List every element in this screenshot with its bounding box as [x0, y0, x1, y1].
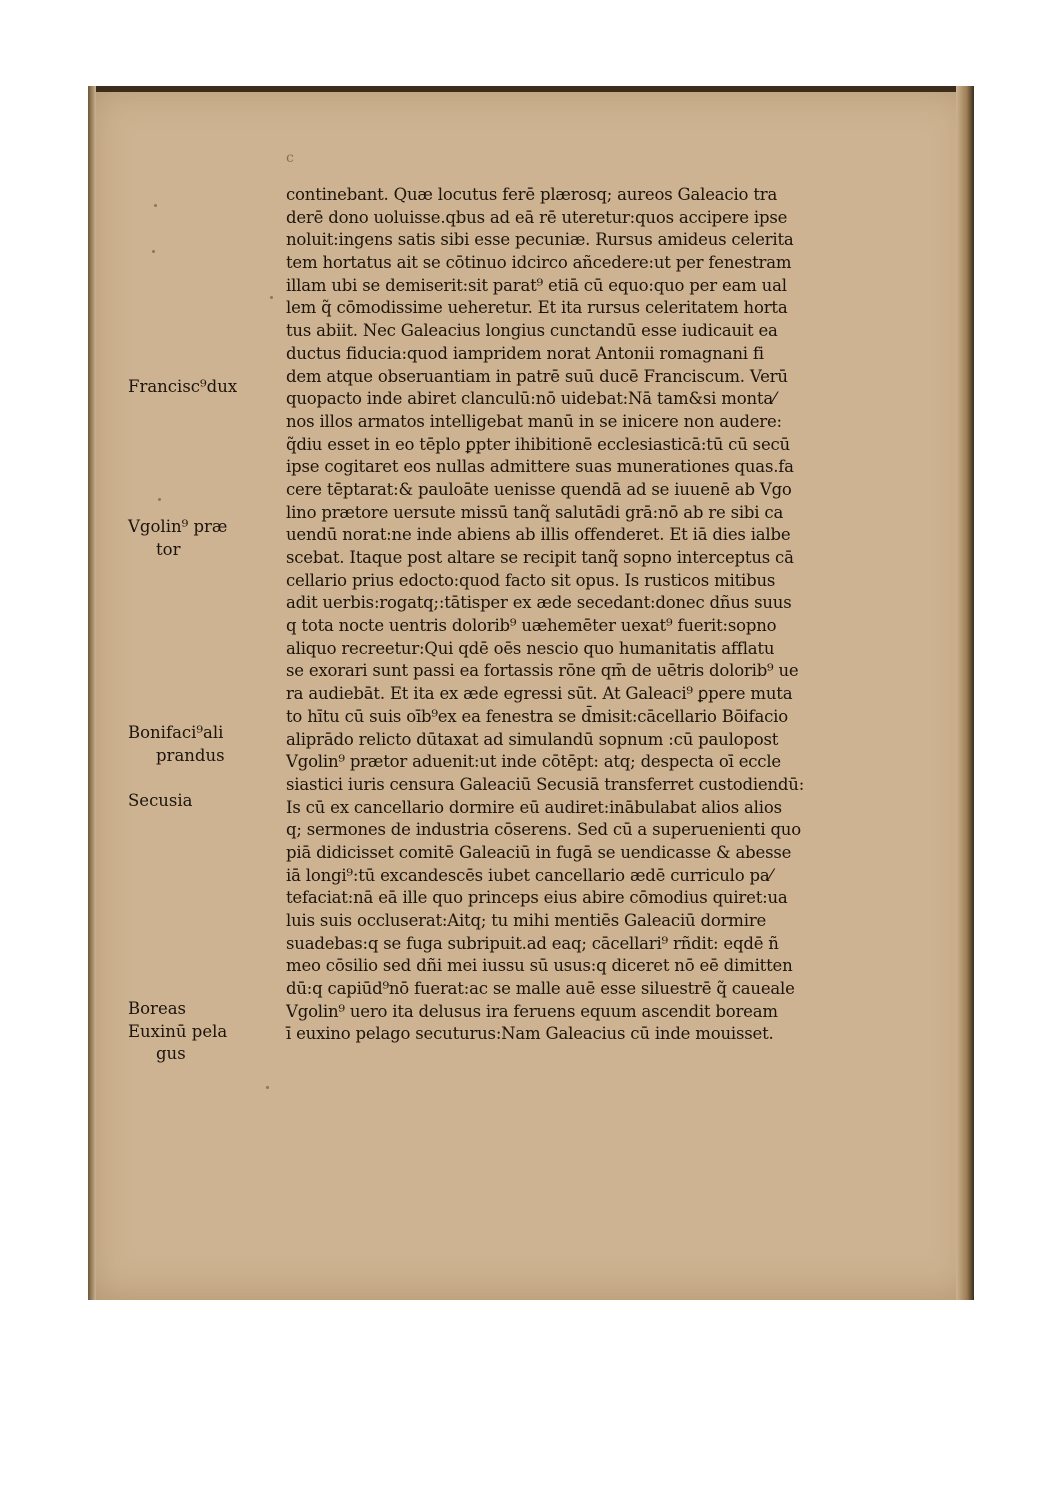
text-line: aliprādo relicto dūtaxat ad simulandū sopnum :cū paulopost: [286, 729, 779, 749]
text-line: Vgolin⁹ uero ita delusus ira feruens equum ascendit boream: [286, 1001, 778, 1021]
marginal-note-bonifacius: [128, 722, 278, 767]
text-line: ductus fiducia:quod iampridem norat Antonii romagnani fi: [286, 343, 764, 363]
text-line: q; sermones de industria cōserens. Sed cū a superuenienti quo: [286, 820, 801, 840]
text-line: Is cū ex cancellario dormire eū audiret:inābulabat alios alios: [286, 797, 782, 817]
text-line: luis suis occluserat:Aitq; tu mihi mentiēs Galeaciū dormire: [286, 911, 767, 930]
text-line: meo cōsilio sed dñi mei iussu sū usus:q diceret nō eē dimitten: [286, 956, 793, 976]
text-line: illam ubi se demiserit:sit parat⁹ etiā cū equo:quo per eam ual: [286, 275, 787, 295]
body-text: [286, 184, 894, 1046]
marginal-note-line: prandus: [156, 745, 225, 765]
marginal-note-line: tor: [156, 539, 181, 559]
text-line: scebat. Itaque post altare se recipit tanq̃ sopno interceptus cā: [286, 548, 794, 567]
text-line: cellario prius edocto:quod facto sit opus. Is rusticos mitibus: [286, 570, 776, 590]
marginal-note-secusia: [128, 790, 278, 813]
marginal-notes: [128, 86, 278, 1300]
text-line: suadebas:q se fuga subripuit.ad eaq; cācellari⁹ rñdit: eqdē ñ: [286, 933, 779, 953]
marginal-note-line: Euxinū pela: [128, 1021, 228, 1041]
page-scan: [88, 86, 974, 1300]
text-line: lino prætore uersute missū tanq̃ salutādi grā:nō ab re sibi ca: [286, 502, 784, 522]
marginal-note-line: Bonifaci⁹ali: [128, 723, 224, 742]
marginal-note-line: Francisc⁹dux: [128, 377, 238, 396]
text-line: tefaciat:nā eā ille quo princeps eius abire cōmodius quiret:ua: [286, 888, 788, 908]
text-line: ra audiebāt. Et ita ex æde egressi sūt. At Galeaci⁹ ꝑpere muta: [286, 684, 793, 704]
text-line: tem hortatus ait se cōtinuo idcirco añcedere:ut per fenestram: [286, 253, 792, 273]
text-line: aliquo recreetur:Qui qdē oēs nescio quo humanitatis afflatu: [286, 638, 775, 658]
text-line: nos illos armatos intelligebat manū in se inicere non audere:: [286, 411, 782, 431]
text-line: continebant. Quæ locutus ferē plærosq; aureos Galeacio tra: [286, 185, 778, 204]
text-line: Vgolin⁹ prætor aduenit:ut inde cōtēpt: atq; despecta oī eccle: [286, 752, 781, 772]
text-line: dem atque obseruantiam in patrē suū ducē Franciscum. Verū: [286, 366, 788, 386]
stray-mark: c: [286, 150, 294, 166]
text-line: ī euxino pelago secuturus:Nam Galeacius cū inde mouisset.: [286, 1024, 774, 1044]
text-line: cere tēptarat:& pauloāte uenisse quendā ad se iuuenē ab Vgo: [286, 479, 792, 499]
text-line: dū:q capiūd⁹nō fuerat:ac se malle auē esse siluestrē q̃ caueale: [286, 979, 795, 999]
text-line: quopacto inde abiret clanculū:nō uidebat:Nā tam&si monta⁄: [286, 389, 776, 409]
text-line: q tota nocte uentris dolorib⁹ uæhemēter uexat⁹ fuerit:sopno: [286, 616, 777, 636]
marginal-note-boreas: [128, 998, 278, 1066]
marginal-note-franciscus: [128, 376, 278, 399]
text-line: noluit:ingens satis sibi esse pecuniæ. Rursus amideus celerita: [286, 230, 794, 250]
text-line: ipse cogitaret eos nullas admittere suas munerationes quas.fa: [286, 457, 794, 477]
marginal-note-line: Secusia: [128, 791, 193, 810]
page-right-edge: [956, 86, 974, 1300]
marginal-note-line: Boreas: [128, 999, 187, 1018]
text-line: q̃diu esset in eo tēplo ꝑpter ihibitionē ecclesiasticā:tū cū secū: [286, 434, 790, 454]
text-line: iā longi⁹:tū excandescēs iubet cancellario ædē curriculo pa⁄: [286, 865, 773, 885]
text-line: lem q̃ cōmodissime ueheretur. Et ita rursus celeritatem horta: [286, 298, 788, 318]
text-line: se exorari sunt passi ea fortassis rōne qm̄ de uētris dolorib⁹ ue: [286, 661, 799, 681]
text-line: to hītu cū suis oīb⁹ex ea fenestra se d̄misit:cācellario Bōifacio: [286, 706, 788, 726]
page-left-edge: [88, 86, 96, 1300]
marginal-note-ugolinus: [128, 516, 278, 561]
text-line: siastici iuris censura Galeaciū Secusiā transferret custodiendū:: [286, 774, 805, 794]
marginal-note-line: Vgolin⁹ præ: [128, 517, 228, 536]
text-line: derē dono uoluisse.qbus ad eā rē uteretur:quos accipere ipse: [286, 207, 788, 227]
text-line: tus abiit. Nec Galeacius longius cunctandū esse iudicauit ea: [286, 321, 778, 341]
text-line: piā didicisset comitē Galeaciū in fugā se uendicasse & abesse: [286, 842, 792, 862]
text-line: adit uerbis:rogatq;:tātisper ex æde secedant:donec dñus suus: [286, 593, 792, 613]
text-line: uendū norat:ne inde abiens ab illis offenderet. Et iā dies ialbe: [286, 525, 791, 545]
marginal-note-line: gus: [156, 1044, 186, 1064]
